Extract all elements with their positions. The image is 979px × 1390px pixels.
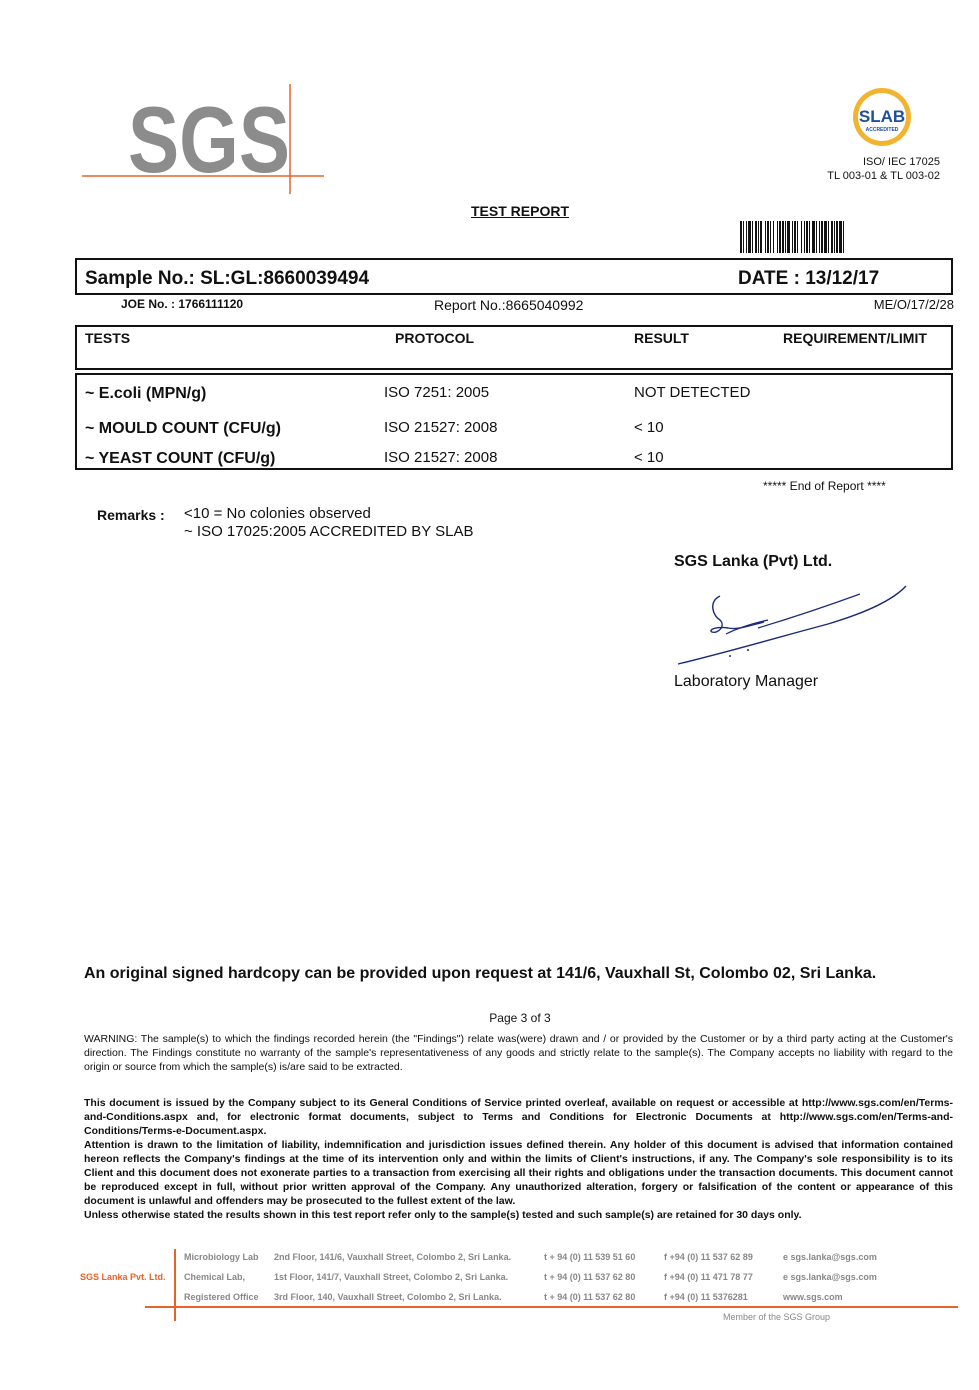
tl-number-line: TL 003-01 & TL 003-02 [827,170,940,182]
remark-line: ~ ISO 17025:2005 ACCREDITED BY SLAB [184,523,474,540]
sample-number: Sample No.: SL:GL:8660039494 [85,268,370,289]
column-header-result: RESULT [634,330,689,346]
test-name: ~ E.coli (MPN/g) [85,385,207,402]
end-of-report-marker: ***** End of Report **** [763,479,886,493]
slab-badge-subtext: ACCREDITED [865,127,899,133]
liability-paragraph: Attention is drawn to the limitation of liability, indemnification and jurisdiction issues defined therein. Any holder of this document is advised that information contained hereon reflects the Company's findings at the time of its intervention only and within the limits of Client's instructions, if any. The Company's sole responsibility is to its Client and this document does not exonerate parties to a transaction from exercising all their rights and obligations under the transaction documents. This document cannot be reproduced except in full, without prior written approval of the Company. Any unauthorized alteration, forgery or falsification of the content or appearance of this document is unlawful and offenders may be prosecuted to the fullest extent of the law. [84,1139,953,1207]
footer-email: e sgs.lanka@sgs.com [783,1252,877,1262]
footer-phone: t + 94 (0) 11 537 62 80 [544,1292,636,1302]
test-protocol: ISO 21527: 2008 [384,449,498,466]
footer-fax: f +94 (0) 11 5376281 [664,1292,748,1302]
test-protocol: ISO 7251: 2005 [384,384,490,401]
footer-unit: Microbiology Lab [184,1252,259,1262]
footer-address: 2nd Floor, 141/6, Vauxhall Street, Colombo 2, Sri Lanka. [274,1252,512,1262]
slab-badge-text: SLAB [858,107,906,126]
conditions-disclaimer [84,1096,953,1222]
test-name: ~ YEAST COUNT (CFU/g) [85,450,276,467]
table-row [77,411,951,441]
table-header [75,325,953,370]
sgs-logo [82,84,324,194]
barcode [740,221,912,253]
column-header-requirement: REQUIREMENT/LIMIT [783,330,927,346]
remarks-label: Remarks : [97,507,165,523]
iso-standard-line: ISO/ IEC 17025 [862,156,940,168]
footer-unit: Chemical Lab, [184,1272,246,1282]
hardcopy-notice: An original signed hardcopy can be provided upon request at 141/6, Vauxhall St, Colombo 02, Sri Lanka. [84,965,877,982]
test-result: < 10 [634,449,664,466]
page-number: Page 3 of 3 [489,1011,551,1025]
footer-unit: Registered Office [184,1292,259,1302]
test-result: NOT DETECTED [634,384,751,401]
joe-number: JOE No. : 1766111120 [121,297,244,311]
footer-fax: f +94 (0) 11 537 62 89 [664,1252,753,1262]
page-title: TEST REPORT [470,203,569,219]
footer-address: 3rd Floor, 140, Vauxhall Street, Colombo 2, Sri Lanka. [274,1292,502,1302]
footer-horizontal-rule [145,1306,958,1308]
table-row [77,441,951,469]
report-number: Report No.:8665040992 [434,297,584,313]
footer-vertical-rule [174,1249,176,1321]
footer-website: www.sgs.com [783,1292,843,1302]
retention-paragraph: Unless otherwise stated the results shown in this test report refer only to the sample(s) tested and such sample(s) are retained for 30 days only. [84,1209,802,1221]
column-header-tests: TESTS [85,330,131,346]
footer-phone: t + 94 (0) 11 539 51 60 [544,1252,636,1262]
footer-company-name: SGS Lanka Pvt. Ltd. [80,1272,166,1282]
signatory-title: Laboratory Manager [674,673,819,690]
results-table [75,373,953,470]
handwritten-signature [668,582,913,672]
table-row [77,375,951,407]
slab-accreditation-badge [851,86,913,148]
sample-header-box [75,258,953,295]
footer-email: e sgs.lanka@sgs.com [783,1272,877,1282]
reference-code: ME/O/17/2/28 [873,297,954,312]
sgs-logo-text: SGS [128,87,290,192]
sgs-group-membership: Member of the SGS Group [723,1312,831,1322]
test-result: < 10 [634,419,664,436]
test-protocol: ISO 21527: 2008 [384,419,498,436]
footer-phone: t + 94 (0) 11 537 62 80 [544,1272,636,1282]
footer-fax: f +94 (0) 11 471 78 77 [664,1272,753,1282]
report-date: DATE : 13/12/17 [738,268,880,289]
warning-disclaimer: WARNING: The sample(s) to which the findings recorded herein (the "Findings") relate was(were) drawn and / or provided by the Customer or by a third party acting at the Customer's direction. The Findings constitute no warranty of the sample's representativeness of any goods and strictly relate to the sample(s). The Company accepts no liability with regard to the origin or source from which the sample(s) is/are said to be extracted. [84,1033,953,1073]
test-name: ~ MOULD COUNT (CFU/g) [85,420,281,437]
conditions-paragraph: This document is issued by the Company subject to its General Conditions of Service printed overleaf, available on request or accessible at http://www.sgs.com/en/Terms-and-Conditions.aspx and, for electronic format documents, subject to Terms and Conditions for Electronic Documents at http://www.sgs.com/en/Terms-and-Conditions/Terms-e-Document.aspx. [84,1097,953,1137]
column-header-protocol: PROTOCOL [395,330,475,346]
footer-address: 1st Floor, 141/7, Vauxhall Street, Colombo 2, Sri Lanka. [274,1272,509,1282]
remark-line: <10 = No colonies observed [184,505,371,522]
signing-company: SGS Lanka (Pvt) Ltd. [674,553,833,570]
